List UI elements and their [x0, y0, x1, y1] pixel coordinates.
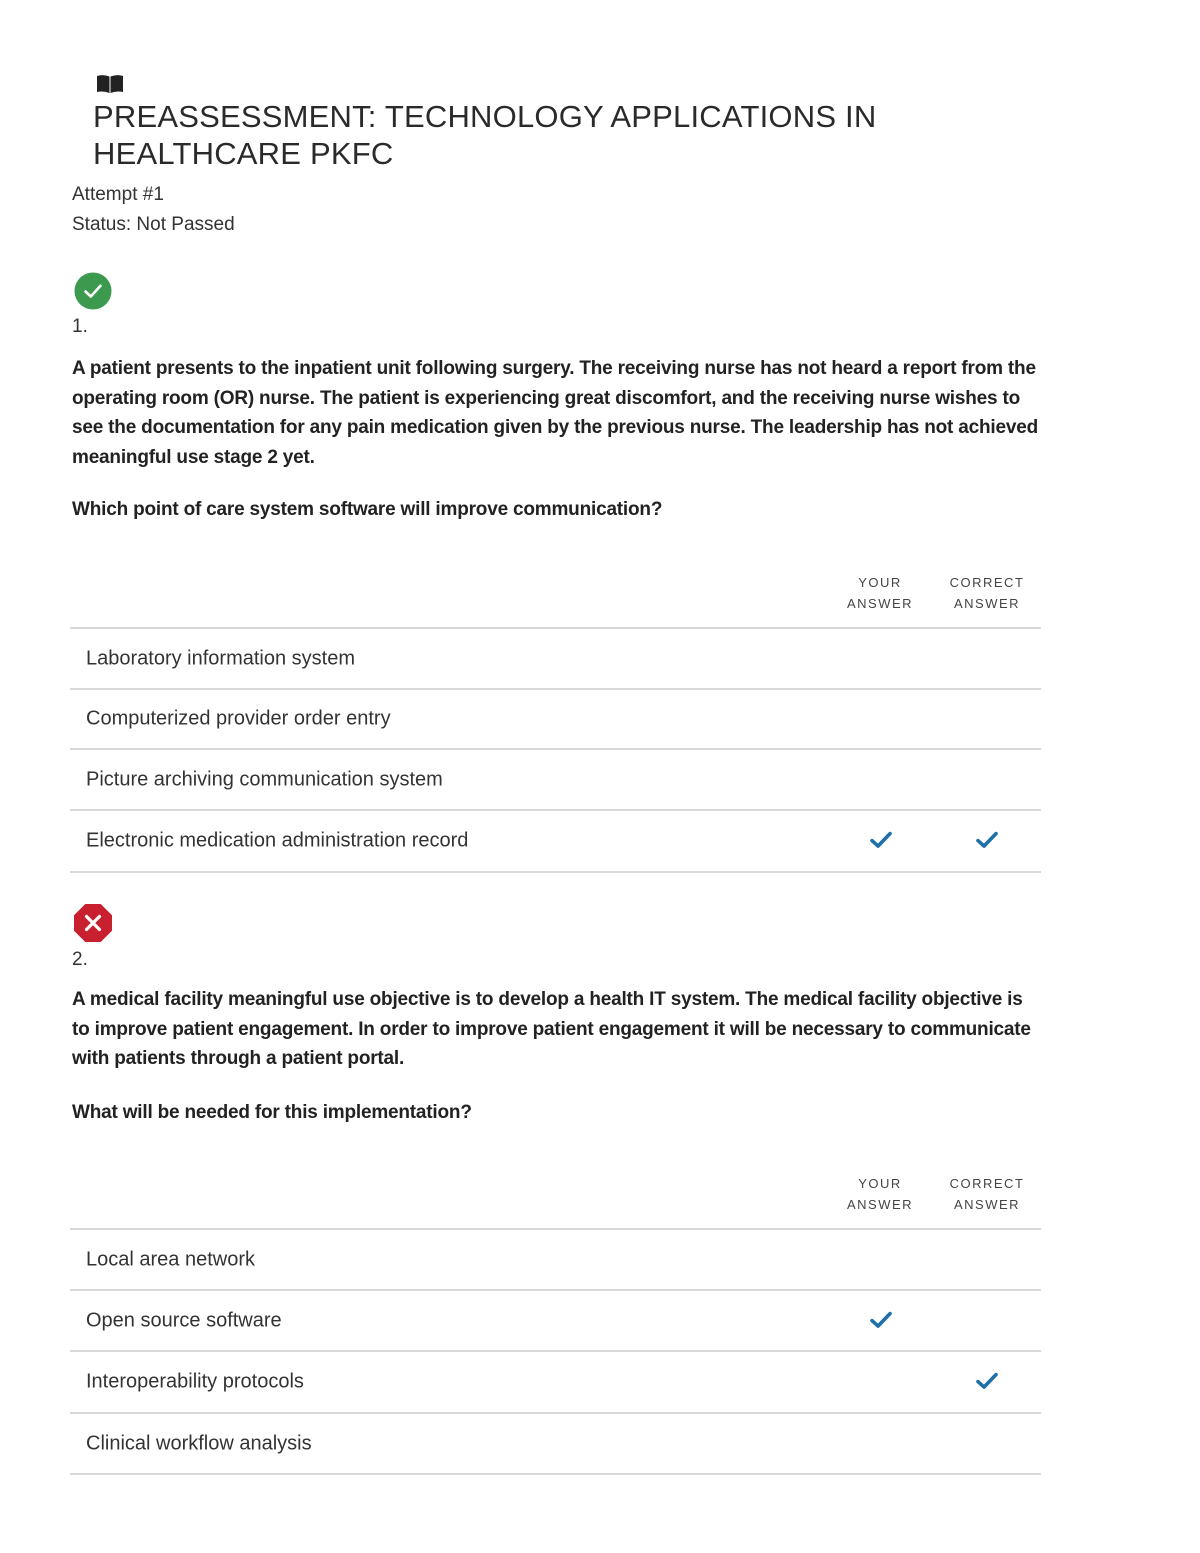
correct-answer-header: CORRECT ANSWER: [949, 575, 1025, 611]
question-text: A medical facility meaningful use objective is to develop a health IT system. The medical facility objective is to improve patient engagement. In order to improve patient engagement it will be necessary to communicate with patients through a patient portal.: [72, 989, 1031, 1069]
answer-table: [70, 1228, 1041, 1475]
question-prompt: Which point of care system software will improve communication?: [72, 499, 663, 520]
attempt-status: Status: Not Passed: [72, 214, 235, 235]
answer-table: [70, 627, 1041, 873]
answer-option-label: Picture archiving communication system: [86, 768, 443, 790]
your-answer-check-icon: [870, 1311, 892, 1329]
answer-row: [70, 688, 1041, 748]
correct-answer-check-icon: [976, 831, 998, 849]
answer-row: [70, 1289, 1041, 1350]
correct-answer-header: CORRECT ANSWER: [949, 1176, 1025, 1212]
answer-option-label: Electronic medication administration record: [86, 829, 469, 852]
attempt-number: Attempt #1: [72, 184, 164, 205]
your-answer-check-icon: [870, 831, 892, 849]
correct-check-circle-icon: [74, 272, 112, 310]
book-icon: [96, 74, 124, 94]
page-title: PREASSESSMENT: TECHNOLOGY APPLICATIONS IN HEALTHCARE PKFC: [93, 99, 877, 171]
question-text: A patient presents to the inpatient unit following surgery. The receiving nurse has not heard a report from the operating room (OR) nurse. The patient is experiencing great discomfort, and the receiving nurse wishes to see the documentation for any pain medication given by the previous nurse. The leadership has not achieved meaningful use stage 2 yet.: [72, 358, 1038, 468]
your-answer-header: YOUR ANSWER: [846, 575, 914, 611]
question-number: 1.: [72, 316, 88, 337]
answer-row: [70, 1228, 1041, 1289]
answer-option-label: Interoperability protocols: [86, 1370, 304, 1393]
question-prompt: What will be needed for this implementation?: [72, 1102, 472, 1123]
your-answer-header: YOUR ANSWER: [846, 1176, 914, 1212]
correct-answer-check-icon: [976, 1372, 998, 1390]
answer-option-label: Local area network: [86, 1248, 255, 1270]
answer-option-label: Open source software: [86, 1309, 282, 1331]
answer-option-label: Clinical workflow analysis: [86, 1432, 312, 1454]
answer-row: [70, 627, 1041, 688]
answer-row: [70, 1350, 1041, 1412]
answer-row: [70, 809, 1041, 873]
incorrect-x-octagon-icon: [74, 904, 112, 942]
question-number: 2.: [72, 949, 88, 970]
answer-row: [70, 748, 1041, 809]
answer-option-label: Laboratory information system: [86, 647, 356, 669]
answer-option-label: Computerized provider order entry: [86, 707, 391, 730]
answer-row: [70, 1412, 1041, 1475]
